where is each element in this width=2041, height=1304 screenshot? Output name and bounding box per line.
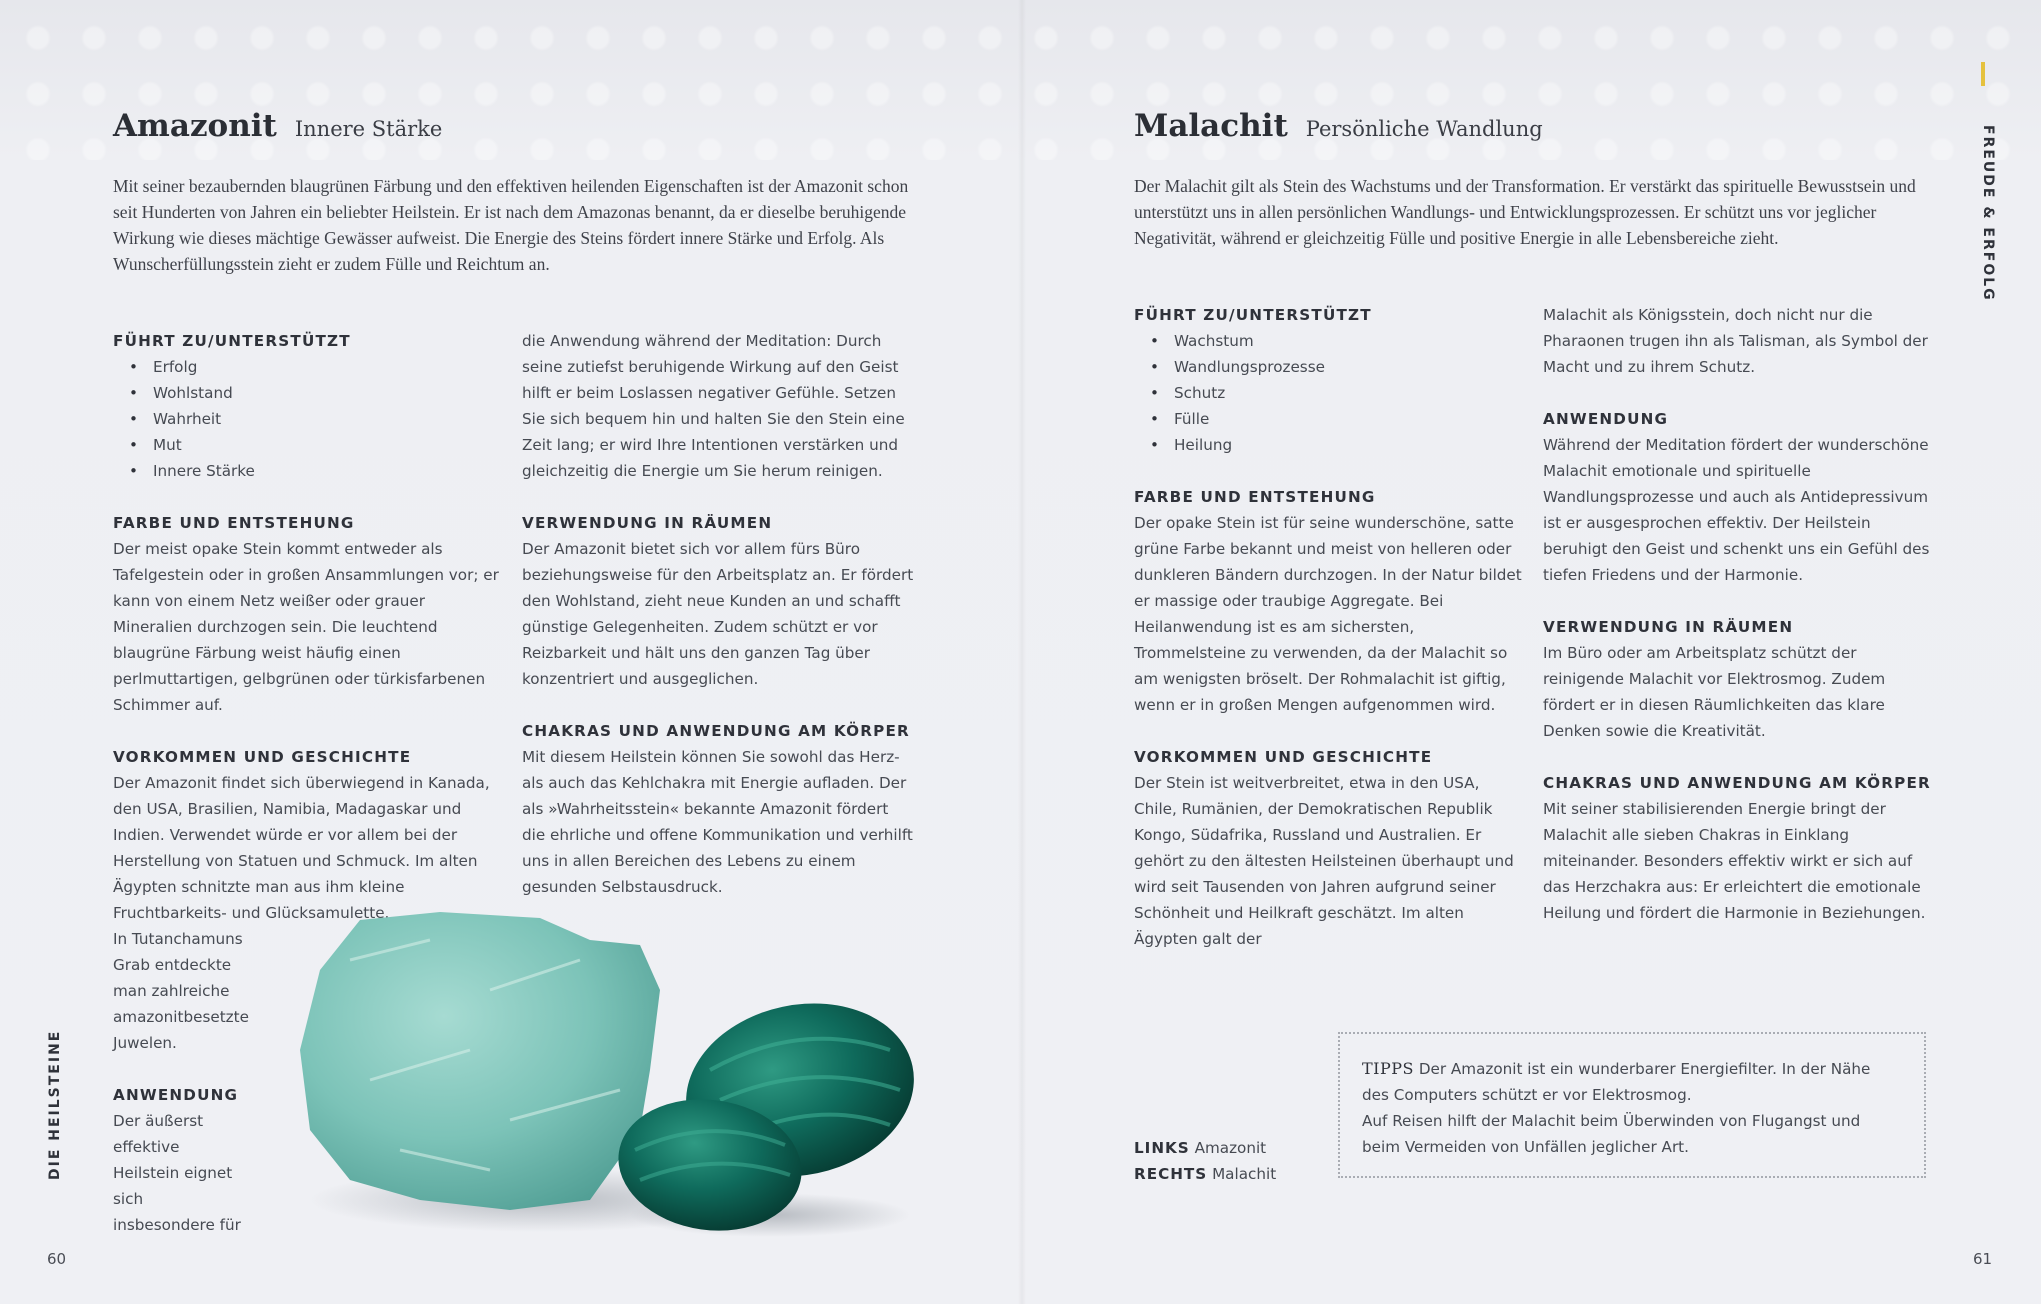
- caption-rechts-label: RECHTS: [1134, 1165, 1208, 1183]
- supports-list: [1134, 328, 1524, 458]
- amazonite-stone: [300, 912, 660, 1210]
- anwendung-text: Während der Meditation fördert der wunderschöne Malachit emotionale und spirituelle Wandlungsprozesse und auch als Antidepressivum ist er ausgesprochen effektiv. Der Heilstein beruhigt den Geist und schenkt uns ein Gefühl des tiefen Friedens und der Harmonie.: [1543, 436, 1930, 584]
- photo-caption: [1134, 1135, 1276, 1187]
- malachit-intro: Der Malachit gilt als Stein des Wachstums und der Transformation. Er verstärkt das spirituelle Bewusstsein und unterstützt uns in allen persönlichen Wandlungs- und Entwicklungsprozessen. Er schützt uns vor jeglicher Negativität, während er gleichzeitig Fülle und positive Energie in alle Lebensbereiche zieht.: [1134, 176, 1916, 248]
- stones-photo: [290, 900, 1010, 1240]
- amazonit-title: [113, 108, 442, 144]
- list-item: • Schutz: [1134, 380, 1524, 406]
- raeume-heading: VERWENDUNG IN RÄUMEN: [522, 514, 773, 532]
- caption-links: [1134, 1135, 1276, 1161]
- supports-heading: FÜHRT ZU/UNTERSTÜTZT: [113, 332, 351, 350]
- amazonit-subtitle: Innere Stärke: [294, 117, 443, 141]
- malachit-name: Malachit: [1134, 108, 1288, 144]
- amazonit-column-2: [522, 328, 914, 900]
- raeume-heading: VERWENDUNG IN RÄUMEN: [1543, 618, 1794, 636]
- anwendung-heading: ANWENDUNG: [1543, 410, 1669, 428]
- caption-rechts: [1134, 1161, 1276, 1187]
- anwendung-heading: ANWENDUNG: [113, 1086, 239, 1104]
- list-item: • Mut: [113, 432, 503, 458]
- supports-heading: FÜHRT ZU/UNTERSTÜTZT: [1134, 306, 1372, 324]
- list-item: • Innere Stärke: [113, 458, 503, 484]
- anwendung-text: Der äußerst effektive Heilstein eignet sich insbesondere für: [113, 1112, 241, 1234]
- side-label-right: FREUDE & ERFOLG: [1980, 125, 1996, 302]
- malachit-title: [1134, 108, 1543, 144]
- page-gutter: [1018, 0, 1026, 1304]
- list-item: • Heilung: [1134, 432, 1524, 458]
- malachit-column-2: [1543, 302, 1935, 926]
- supports-list: [113, 354, 503, 484]
- raeume-text: Im Büro oder am Arbeitsplatz schützt der reinigende Malachit vor Elektrosmog. Zudem fördert er in diesen Räumlichkeiten das klare Denken sowie die Kreativität.: [1543, 644, 1886, 740]
- list-item: • Fülle: [1134, 406, 1524, 432]
- vorkommen-text: Der Stein ist weitverbreitet, etwa in den USA, Chile, Rumänien, der Demokratischen Republik Kongo, Südafrika, Russland und Australien. Er gehört zu den ältesten Heilsteinen überhaupt und wird seit Tausenden von Jahren aufgrund seiner Schönheit und Heilkraft geschätzt. Im alten Ägypten galt der: [1134, 774, 1514, 948]
- vorkommen-heading: VORKOMMEN UND GESCHICHTE: [1134, 748, 1433, 766]
- list-item: • Wachstum: [1134, 328, 1524, 354]
- meditation-text: die Anwendung während der Meditation: Durch seine zutiefst beruhigende Wirkung auf den Geist hilft er beim Loslassen negativer Gefühle. Setzen Sie sich bequem hin und halten Sie den Stein eine Zeit lang; er wird Ihre Intentionen verstärken und gleichzeitig die Energie um Sie herum reinigen.: [522, 332, 905, 480]
- vorkommen-text-2: In Tutanchamuns Grab entdeckte man zahlreiche amazonitbesetzte Juwelen.: [113, 930, 249, 1052]
- farbe-text: Der meist opake Stein kommt entweder als Tafelgestein oder in großen Ansammlungen vor; er kann von einem Netz weißer oder grauer Mineralien durchzogen sein. Die leuchtend blaugrüne Färbung weist häufig einen perlmuttartigen, gelbgrünen oder türkisfarbenen Schimmer auf.: [113, 540, 499, 714]
- amazonit-intro: Mit seiner bezaubernden blaugrünen Färbung und den effektiven heilenden Eigenschaften ist der Amazonit schon seit Hunderten von Jahren ein beliebter Heilstein. Er ist nach dem Amazonas benannt, da er dieselbe beruhigende Wirkung wie dieses mächtige Gewässer aufweist. Die Energie des Steins fördert innere Stärke und Erfolg. Als Wunscherfüllungsstein zieht er zudem Fülle und Reichtum an.: [113, 176, 909, 274]
- caption-links-label: LINKS: [1134, 1139, 1190, 1157]
- list-item: • Wahrheit: [113, 406, 503, 432]
- tips-text-1: Der Amazonit ist ein wunderbarer Energiefilter. In der Nähe des Computers schützt er vor Elektrosmog.: [1362, 1060, 1871, 1104]
- chakras-heading: CHAKRAS UND ANWENDUNG AM KÖRPER: [1543, 774, 1931, 792]
- chakras-text: Mit seiner stabilisierenden Energie bringt der Malachit alle sieben Chakras in Einklang miteinander. Besonders effektiv wirkt er sich auf das Herzchakra aus: Er erleichtert die emotionale Heilung und fördert die Harmonie in Beziehungen.: [1543, 800, 1926, 922]
- section-accent-bar: [1981, 62, 1985, 86]
- farbe-heading: FARBE UND ENTSTEHUNG: [113, 514, 355, 532]
- page-number-right: 61: [1973, 1250, 1993, 1268]
- side-label-left: DIE HEILSTEINE: [47, 1029, 63, 1180]
- caption-links-value: Amazonit: [1194, 1139, 1267, 1157]
- list-item: • Wandlungsprozesse: [1134, 354, 1524, 380]
- tips-label: TIPPS: [1362, 1059, 1414, 1078]
- koenigsstein-text: Malachit als Königsstein, doch nicht nur die Pharaonen trugen ihn als Talisman, als Symbol der Macht und zu ihrem Schutz.: [1543, 306, 1928, 376]
- raeume-text: Der Amazonit bietet sich vor allem fürs Büro beziehungsweise für den Arbeitsplatz an. Er fördert den Wohlstand, zieht neue Kunden an und schafft günstige Gelegenheiten. Zudem schützt er vor Reizbarkeit und hält uns den ganzen Tag über konzentriert und ausgeglichen.: [522, 540, 914, 688]
- chakras-heading: CHAKRAS UND ANWENDUNG AM KÖRPER: [522, 722, 910, 740]
- list-item: • Erfolg: [113, 354, 503, 380]
- malachit-column-1: [1134, 302, 1524, 952]
- farbe-heading: FARBE UND ENTSTEHUNG: [1134, 488, 1376, 506]
- chakras-text: Mit diesem Heilstein können Sie sowohl das Herz- als auch das Kehlchakra mit Energie aufladen. Der als »Wahrheitsstein« bekannte Amazonit fördert die ehrliche und offene Kommunikation und verhilft uns in allen Bereichen des Lebens zu einem gesunden Selbstausdruck.: [522, 748, 913, 896]
- tips-box: [1338, 1032, 1926, 1178]
- vorkommen-heading: VORKOMMEN UND GESCHICHTE: [113, 748, 412, 766]
- malachit-subtitle: Persönliche Wandlung: [1305, 117, 1543, 141]
- farbe-text: Der opake Stein ist für seine wunderschöne, satte grüne Farbe bekannt und meist von helleren oder dunkleren Bändern durchzogen. In der Natur bildet er massige oder traubige Aggregate. Bei Heilanwendung ist es am sichersten, Trommelsteine zu verwenden, da der Malachit so am wenigsten bröselt. Der Rohmalachit ist giftig, wenn er in großen Mengen aufgenommen wird.: [1134, 514, 1522, 714]
- page-number-left: 60: [47, 1250, 67, 1268]
- list-item: • Wohlstand: [113, 380, 503, 406]
- tips-line-1: [1362, 1056, 1902, 1108]
- amazonit-name: Amazonit: [113, 108, 277, 144]
- caption-rechts-value: Malachit: [1212, 1165, 1277, 1183]
- tips-text-2: Auf Reisen hilft der Malachit beim Überwinden von Flugangst und beim Vermeiden von Unfällen jeglicher Art.: [1362, 1112, 1861, 1156]
- vorkommen-text: Der Amazonit findet sich überwiegend in Kanada, den USA, Brasilien, Namibia, Madagaskar und Indien. Verwendet würde er vor allem bei der Herstellung von Statuen und Schmuck. Im alten Ägypten schnitzte man aus ihm kleine Fruchtbarkeits- und Glücksamulette.: [113, 774, 490, 922]
